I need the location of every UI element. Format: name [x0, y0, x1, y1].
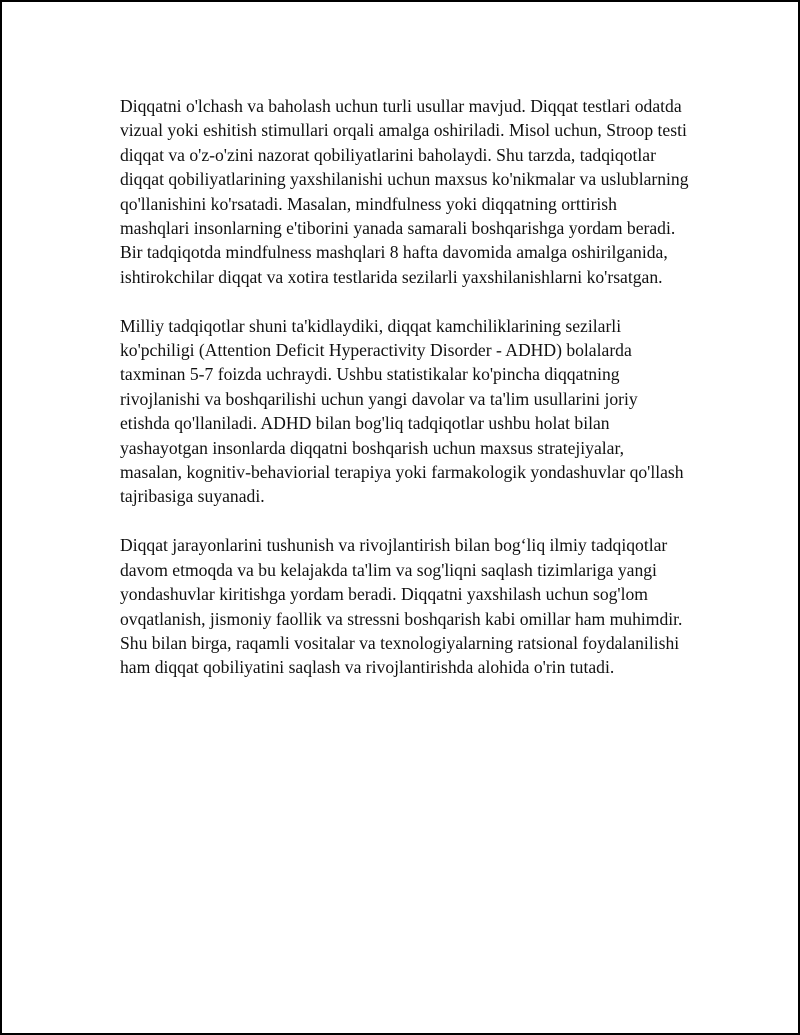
document-body: [120, 94, 690, 704]
paragraph-1: Diqqatni o'lchash va baholash uchun turli usullar mavjud. Diqqat testlari odatda vizual yoki eshitish stimullari orqali amalga oshiriladi. Misol uchun, Stroop testi diqqat va o'z-o'zini nazorat qobiliyatlarini baholaydi. Shu tarzda, tadqiqotlar diqqat qobiliyatlarining yaxshilanishi uchun maxsus ko'nikmalar va uslublarning qo'llanishini ko'rsatadi. Masalan, mindfulness yoki diqqatning orttirish mashqlari insonlarning e'tiborini yanada samarali boshqarishga yordam beradi. Bir tadqiqotda mindfulness mashqlari 8 hafta davomida amalga oshirilganida, ishtirokchilar diqqat va xotira testlarida sezilarli yaxshilanishlarni ko'rsatgan.: [120, 96, 689, 287]
paragraph-3: Diqqat jarayonlarini tushunish va rivojlantirish bilan bog‘liq ilmiy tadqiqotlar davom etmoqda va bu kelajakda ta'lim va sog'liqni saqlash tizimlariga yangi yondashuvlar kiritishga yordam beradi. Diqqatni yaxshilash uchun sog'lom ovqatlanish, jismoniy faollik va stressni boshqarish kabi omillar ham muhimdir. Shu bilan birga, raqamli vositalar va texnologiyalarning ratsional foydalanilishi ham diqqat qobiliyatini saqlash va rivojlantirishda alohida o'rin tutadi.: [120, 535, 683, 678]
paragraph-2: Milliy tadqiqotlar shuni ta'kidlaydiki, diqqat kamchiliklarining sezilarli ko'pchiligi (Attention Deficit Hyperactivity Disorder - ADHD) bolalarda taxminan 5-7 foizda uchraydi. Ushbu statistikalar ko'pincha diqqatning rivojlanishi va boshqarilishi uchun yangi davolar va ta'lim usullarini joriy etishda qo'llaniladi. ADHD bilan bog'liq tadqiqotlar ushbu holat bilan yashayotgan insonlarda diqqatni boshqarish uchun maxsus stratejiyalar, masalan, kognitiv-behaviorial terapiya yoki farmakologik yondashuvlar qo'llash tajribasiga suyanadi.: [120, 315, 684, 507]
